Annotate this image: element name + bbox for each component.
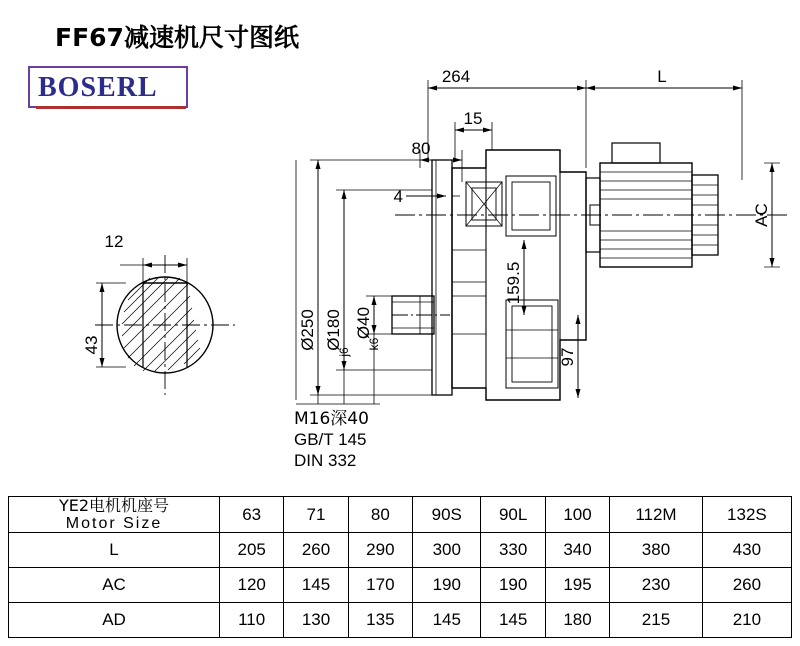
cell-AD-6: 215 bbox=[610, 603, 703, 638]
dim-250: Ø250 bbox=[298, 309, 317, 351]
note-din: DIN 332 bbox=[294, 451, 357, 470]
cell-AC-0: 120 bbox=[220, 568, 284, 603]
cell-AD-2: 135 bbox=[348, 603, 412, 638]
table-header-size-0: 63 bbox=[220, 497, 284, 533]
cell-AD-3: 145 bbox=[413, 603, 481, 638]
page-title: FF67减速机尺寸图纸 bbox=[55, 23, 299, 52]
cell-AD-7: 210 bbox=[702, 603, 791, 638]
table-header-label-en: Motor Size bbox=[65, 514, 163, 532]
dim-80: 80 bbox=[411, 139, 431, 158]
note-gbt: GB/T 145 bbox=[294, 430, 367, 449]
dim-15: 15 bbox=[463, 109, 483, 128]
table-row bbox=[9, 603, 792, 638]
motor-size-table bbox=[8, 496, 792, 638]
brand-logo-text: BOSERL bbox=[38, 72, 158, 103]
dim-97: 97 bbox=[558, 347, 577, 367]
table-header-size-4: 90L bbox=[481, 497, 545, 533]
cell-L-0: 205 bbox=[220, 533, 284, 568]
table-row bbox=[9, 568, 792, 603]
dim-264: 264 bbox=[441, 67, 471, 86]
cell-AC-3: 190 bbox=[413, 568, 481, 603]
dim-L: L bbox=[657, 67, 667, 86]
table-header-size-1: 71 bbox=[284, 497, 348, 533]
cell-AC-5: 195 bbox=[545, 568, 609, 603]
cell-AC-1: 145 bbox=[284, 568, 348, 603]
table-header-label-cn: YE2电机机座号 bbox=[58, 496, 170, 515]
cell-AD-4: 145 bbox=[481, 603, 545, 638]
dim-40-tol: k6 bbox=[367, 337, 381, 351]
cell-L-7: 430 bbox=[702, 533, 791, 568]
cell-AD-0: 110 bbox=[220, 603, 284, 638]
cell-AD-5: 180 bbox=[545, 603, 609, 638]
dim-4: 4 bbox=[393, 187, 403, 206]
cell-L-5: 340 bbox=[545, 533, 609, 568]
cell-L-2: 290 bbox=[348, 533, 412, 568]
row-label-L: L bbox=[9, 533, 220, 568]
cell-AC-4: 190 bbox=[481, 568, 545, 603]
table-header-size-7: 132S bbox=[702, 497, 791, 533]
cell-AC-2: 170 bbox=[348, 568, 412, 603]
cell-AC-6: 230 bbox=[610, 568, 703, 603]
dim-180: Ø180 bbox=[324, 309, 343, 351]
dim-159-5: 159.5 bbox=[504, 261, 523, 305]
table-header-row bbox=[9, 497, 792, 533]
dim-12: 12 bbox=[104, 232, 124, 251]
note-m16: M16深40 bbox=[294, 409, 369, 429]
table-header-size-3: 90S bbox=[413, 497, 481, 533]
row-label-AD: AD bbox=[9, 603, 220, 638]
dim-AC: AC bbox=[752, 203, 771, 227]
table-header-size-2: 80 bbox=[348, 497, 412, 533]
cell-L-3: 300 bbox=[413, 533, 481, 568]
dim-43: 43 bbox=[82, 335, 101, 355]
table-header-size-6: 112M bbox=[610, 497, 703, 533]
cell-AD-1: 130 bbox=[284, 603, 348, 638]
row-label-AC: AC bbox=[9, 568, 220, 603]
cell-L-1: 260 bbox=[284, 533, 348, 568]
cell-L-6: 380 bbox=[610, 533, 703, 568]
table-header-size-5: 100 bbox=[545, 497, 609, 533]
cell-L-4: 330 bbox=[481, 533, 545, 568]
table-row bbox=[9, 533, 792, 568]
dim-40: Ø40 bbox=[354, 306, 373, 340]
table-header-label bbox=[9, 497, 220, 533]
dim-180-tol: j6 bbox=[337, 347, 351, 357]
cell-AC-7: 260 bbox=[702, 568, 791, 603]
